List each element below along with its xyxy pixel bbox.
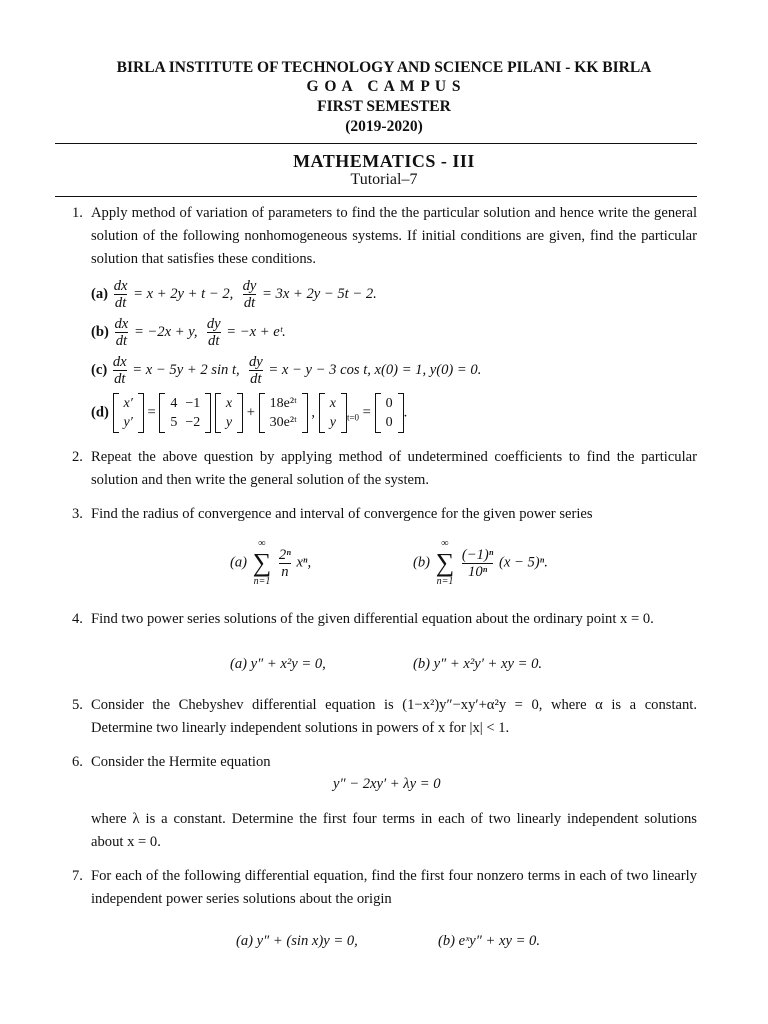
question-6-continued xyxy=(91,808,697,854)
equation-text: = x − y − 3 cos t, x(0) = 1, y(0) = 0. xyxy=(268,361,482,378)
part-label: (c) xyxy=(91,361,108,378)
q1-part-b: (b) $\frac{dx}{dt}$ = −2x + y, $\frac{dy}{dt}$ = −x + eᵗ. xyxy=(91,316,286,349)
top-divider xyxy=(55,143,697,144)
question-number: 7. xyxy=(72,868,83,884)
q3-series-a: (a) ∞ ∑ n=1 $\frac{\text{2ⁿ}}{n}$ xⁿ, xyxy=(230,538,312,587)
question-number: 4. xyxy=(72,611,83,627)
question-text: where λ is a constant. Determine the first four terms in each of two linearly independent solutions about x = 0. xyxy=(91,811,697,850)
question-4 xyxy=(72,608,697,631)
question-1 xyxy=(72,202,697,271)
tutorial-subtitle: Tutorial–7 xyxy=(350,171,418,188)
equation-text: = −2x + y, xyxy=(133,323,198,340)
question-3 xyxy=(72,503,697,526)
question-text: Apply method of variation of parameters to find the the particular solution and hence write the general solution of the following nonhomogeneous systems. If initial conditions are given, find the particular solution that satisfies these conditions. xyxy=(91,205,697,267)
question-number: 6. xyxy=(72,754,83,770)
q4-equation-b: (b) y″ + x²y′ + xy = 0. xyxy=(413,656,543,672)
question-text: Consider the Hermite equation xyxy=(91,754,271,770)
q7-equation-a: (a) y″ + (sin x)y = 0, xyxy=(236,933,358,949)
question-text: Repeat the above question by applying method of undetermined coefficients to find the particular solution and then write the general solution of the system. xyxy=(91,449,697,488)
campus-name: G O A C A M P U S xyxy=(306,78,462,95)
part-label: (a) xyxy=(91,285,109,302)
state-vector: x y xyxy=(215,393,243,433)
hermite-equation: y″ − 2xy′ + λy = 0 xyxy=(333,776,441,792)
institute-name: BIRLA INSTITUTE OF TECHNOLOGY AND SCIENCE PILANI - KK BIRLA xyxy=(116,59,652,76)
question-number: 1. xyxy=(72,205,83,221)
question-text: Consider the Chebyshev differential equation is (1−x²)y″−xy′+α²y = 0, where α is a constant. Determine two linearly independent solutions in powers of x for |x| < 1. xyxy=(91,697,697,736)
course-title: MATHEMATICS - III xyxy=(293,151,475,171)
question-5 xyxy=(72,694,697,740)
question-number: 2. xyxy=(72,449,83,465)
question-text: Find the radius of convergence and interval of convergence for the given power series xyxy=(91,506,593,522)
question-text: Find two power series solutions of the given differential equation about the ordinary point x = 0. xyxy=(91,611,654,627)
question-number: 3. xyxy=(72,506,83,522)
coefficient-matrix: 4 −1 5 −2 xyxy=(159,393,211,433)
initial-values: 0 0 xyxy=(375,393,404,433)
initial-vector: x y xyxy=(319,393,347,433)
question-text: For each of the following differential equation, find the first four nonzero terms in each of two linearly independent power series solutions about the origin xyxy=(91,868,697,907)
part-label: (d) xyxy=(91,404,109,421)
bottom-divider xyxy=(55,196,697,197)
q1-part-c: (c) $\frac{dx}{dt}$ = x − 5y + 2 sin t, $\frac{dy}{dt}$ = x − y − 3 cos t, x(0) = 1, y(0) = 0. xyxy=(91,354,482,387)
question-number: 5. xyxy=(72,697,83,713)
q1-part-d: (d) x′ y′ = 4 −1 5 −2 x y + 18e²ᵗ 30e²ᵗ , x y $_{t=0}$ = 0 0 . xyxy=(91,393,407,433)
equation-text: = x + 2y + t − 2, xyxy=(133,285,234,302)
equation-text: = 3x + 2y − 5t − 2. xyxy=(262,285,377,302)
forcing-vector: 18e²ᵗ 30e²ᵗ xyxy=(259,393,308,433)
part-label: (b) xyxy=(91,323,109,340)
question-6 xyxy=(72,751,697,774)
derivative-vector: x′ y′ xyxy=(113,393,144,433)
question-7 xyxy=(72,865,697,911)
semester: FIRST SEMESTER xyxy=(317,98,451,115)
q3-series-b: (b) ∞ ∑ n=1 $\frac{\text{(−1)ⁿ}}{\text{10ⁿ}}$ (x − 5)ⁿ. xyxy=(413,538,548,587)
equation-text: = −x + eᵗ. xyxy=(226,323,286,340)
q1-part-a: (a) $\frac{dx}{dt}$ = x + 2y + t − 2, $\frac{dy}{dt}$ = 3x + 2y − 5t − 2. xyxy=(91,278,377,311)
equation-text: = x − 5y + 2 sin t, xyxy=(132,361,240,378)
q7-equation-b: (b) eˣy″ + xy = 0. xyxy=(438,933,541,949)
q4-equation-a: (a) y″ + x²y = 0, xyxy=(230,656,326,672)
question-2 xyxy=(72,446,697,492)
academic-year: (2019-2020) xyxy=(345,118,423,135)
